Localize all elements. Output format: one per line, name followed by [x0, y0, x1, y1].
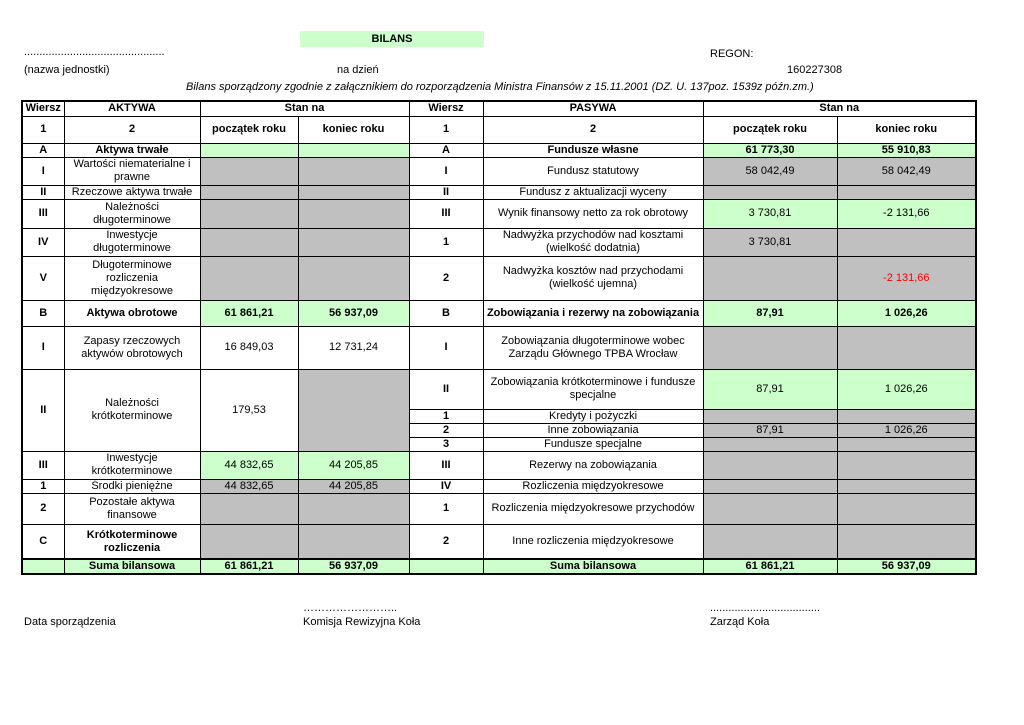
liability-label: Wynik finansowy netto za rok obrotowy — [483, 199, 703, 228]
liability-end-value — [837, 493, 976, 524]
liability-label: Nadwyżka kosztów nad przychodami (wielkość ujemna) — [483, 256, 703, 300]
table-row — [22, 143, 976, 157]
asset-label: Rzeczowe aktywa trwałe — [64, 185, 200, 199]
row-number: 2 — [409, 423, 483, 437]
liability-label: Zobowiązania krótkoterminowe i fundusze specjalne — [483, 369, 703, 409]
header-stan-na-left: Stan na — [200, 101, 409, 116]
liability-label: Rozliczenia międzyokresowe przychodów — [483, 493, 703, 524]
document-title: BILANS — [300, 31, 484, 47]
row-number: V — [22, 256, 64, 300]
liability-start-value: 61 773,30 — [703, 143, 837, 157]
asset-end-value — [298, 185, 409, 199]
row-number — [409, 559, 483, 574]
subheader-col1-left: 1 — [22, 116, 64, 143]
subheader-col1-right: 1 — [409, 116, 483, 143]
row-number: 2 — [409, 256, 483, 300]
liability-end-value — [837, 479, 976, 493]
liability-label: Zobowiązania i rezerwy na zobowiązania — [483, 300, 703, 326]
row-number: IV — [409, 479, 483, 493]
liability-start-value — [703, 437, 837, 451]
asset-start-value — [200, 256, 298, 300]
row-number: B — [22, 300, 64, 326]
balance-sheet-table — [21, 100, 977, 575]
table-row — [22, 199, 976, 228]
liability-start-value: 58 042,49 — [703, 157, 837, 185]
total-row — [22, 559, 976, 574]
liability-end-value: 1 026,26 — [837, 300, 976, 326]
asset-label: Aktywa trwałe — [64, 143, 200, 157]
table-row — [22, 228, 976, 256]
asset-end-value — [298, 143, 409, 157]
subheader-start-right: początek roku — [703, 116, 837, 143]
liability-start-value — [703, 409, 837, 423]
asset-end-value — [298, 524, 409, 559]
liability-label: Fundusz z aktualizacji wyceny — [483, 185, 703, 199]
liability-label: Kredyty i pożyczki — [483, 409, 703, 423]
row-number: II — [409, 185, 483, 199]
liability-start-value — [703, 479, 837, 493]
date-of-preparation-label: Data sporządzenia — [24, 616, 116, 628]
asset-label: Wartości niematerialne i prawne — [64, 157, 200, 185]
liability-end-value — [837, 524, 976, 559]
liability-end-value — [837, 451, 976, 479]
asset-end-value: 12 731,24 — [298, 326, 409, 369]
asset-end-value — [298, 369, 409, 451]
liability-end-value: -2 131,66 — [837, 199, 976, 228]
commission-label: Komisja Rewizyjna Koła — [303, 616, 421, 628]
liability-label: Fundusz statutowy — [483, 157, 703, 185]
subheader-col2-left: 2 — [64, 116, 200, 143]
row-number: I — [22, 157, 64, 185]
asset-end-value: 44 205,85 — [298, 451, 409, 479]
unit-name-dots: .............................................. — [24, 46, 165, 58]
row-number: II — [22, 185, 64, 199]
asset-end-value — [298, 256, 409, 300]
asset-label: Długoterminowe rozliczenia międzyokresowe — [64, 256, 200, 300]
liability-start-value — [703, 256, 837, 300]
table-row — [22, 479, 976, 493]
row-number: 1 — [409, 409, 483, 423]
asset-end-value — [298, 493, 409, 524]
table-row — [22, 493, 976, 524]
liability-start-value — [703, 326, 837, 369]
table-row — [22, 524, 976, 559]
asset-end-value: 56 937,09 — [298, 300, 409, 326]
header-stan-na-right: Stan na — [703, 101, 976, 116]
row-number: I — [22, 326, 64, 369]
table-header-row — [22, 101, 976, 116]
asset-start-value — [200, 493, 298, 524]
asset-end-value — [298, 157, 409, 185]
table-row — [22, 369, 976, 409]
row-number: I — [409, 157, 483, 185]
liability-label: Rezerwy na zobowiązania — [483, 451, 703, 479]
asset-start-value — [200, 157, 298, 185]
board-signature-dots: .................................... — [710, 602, 821, 614]
asset-label: Należności krótkoterminowe — [64, 369, 200, 451]
liability-start-value: 87,91 — [703, 369, 837, 409]
asset-start-value: 179,53 — [200, 369, 298, 451]
row-number: A — [409, 143, 483, 157]
asset-label: Krótkoterminowe rozliczenia — [86, 528, 178, 554]
asset-start-value: 44 832,65 — [200, 479, 298, 493]
asset-end-value — [298, 228, 409, 256]
liability-label: Inne rozliczenia międzyokresowe — [483, 524, 703, 559]
liability-total-start: 61 861,21 — [703, 559, 837, 574]
asset-end-value: 44 205,85 — [298, 479, 409, 493]
liability-end-value: 55 910,83 — [837, 143, 976, 157]
board-label: Zarząd Koła — [710, 616, 770, 628]
asset-start-value — [200, 185, 298, 199]
liability-start-value: 87,91 — [703, 300, 837, 326]
table-subheader-row — [22, 116, 976, 143]
row-number: IV — [22, 228, 64, 256]
liability-end-value: 1 026,26 — [837, 423, 976, 437]
table-row — [22, 157, 976, 185]
commission-signature-dots: …………………….. — [303, 602, 398, 614]
liability-label: Rozliczenia międzyokresowe — [483, 479, 703, 493]
asset-start-value — [200, 524, 298, 559]
asset-total-end: 56 937,09 — [298, 559, 409, 574]
liability-start-value — [703, 185, 837, 199]
row-number: 1 — [409, 228, 483, 256]
liability-end-value — [837, 437, 976, 451]
liability-total-label: Suma bilansowa — [483, 559, 703, 574]
asset-start-value — [200, 228, 298, 256]
header-wiersz-right: Wiersz — [409, 101, 483, 116]
row-number: 2 — [409, 524, 483, 559]
row-number: 1 — [409, 493, 483, 524]
row-number: 1 — [22, 479, 64, 493]
liability-label: Zobowiązania długoterminowe wobec Zarządu Głównego TPBA Wrocław — [483, 326, 703, 369]
liability-end-value: 1 026,26 — [837, 369, 976, 409]
asset-label: Należności długoterminowe — [64, 199, 200, 228]
table-row — [22, 300, 976, 326]
row-number — [22, 559, 64, 574]
header-aktywa: AKTYWA — [64, 101, 200, 116]
table-row — [22, 185, 976, 199]
unit-name-label: (nazwa jednostki) — [24, 64, 110, 76]
row-number: III — [409, 199, 483, 228]
asset-label: Zapasy rzeczowych aktywów obrotowych — [64, 326, 200, 369]
subheader-col2-right: 2 — [483, 116, 703, 143]
row-number: III — [22, 199, 64, 228]
row-number: C — [22, 524, 64, 559]
table-row — [22, 451, 976, 479]
liability-start-value — [703, 524, 837, 559]
row-number: 2 — [22, 493, 64, 524]
liability-end-value — [837, 228, 976, 256]
asset-label: Pozostałe aktywa finansowe — [64, 493, 200, 524]
asset-label: Aktywa obrotowe — [64, 300, 200, 326]
liability-label: Inne zobowiązania — [483, 423, 703, 437]
regon-label: REGON: — [710, 48, 754, 60]
date-label: na dzień — [337, 64, 379, 76]
table-row — [22, 326, 976, 369]
row-number: III — [409, 451, 483, 479]
asset-label-cell — [64, 524, 200, 559]
asset-total-start: 61 861,21 — [200, 559, 298, 574]
liability-start-value: 3 730,81 — [703, 228, 837, 256]
asset-start-value — [200, 199, 298, 228]
asset-end-value — [298, 199, 409, 228]
row-number: 3 — [409, 437, 483, 451]
liability-start-value: 87,91 — [703, 423, 837, 437]
asset-start-value: 16 849,03 — [200, 326, 298, 369]
table-row — [22, 256, 976, 300]
liability-label: Nadwyżka przychodów nad kosztami (wielkość dodatnia) — [483, 228, 703, 256]
header-wiersz-left: Wiersz — [22, 101, 64, 116]
liability-end-value — [837, 409, 976, 423]
row-number: II — [409, 369, 483, 409]
liability-start-value: 3 730,81 — [703, 199, 837, 228]
liability-label: Fundusze własne — [483, 143, 703, 157]
asset-label: Inwestycje długoterminowe — [64, 228, 200, 256]
liability-start-value — [703, 493, 837, 524]
asset-label: Inwestycje krótkoterminowe — [64, 451, 200, 479]
header-pasywa: PASYWA — [483, 101, 703, 116]
row-number: II — [22, 369, 64, 451]
asset-total-label: Suma bilansowa — [64, 559, 200, 574]
subheader-end-left: koniec roku — [298, 116, 409, 143]
liability-end-value — [837, 326, 976, 369]
asset-start-value: 44 832,65 — [200, 451, 298, 479]
row-number: I — [409, 326, 483, 369]
liability-start-value — [703, 451, 837, 479]
regon-value: 160227308 — [787, 64, 843, 76]
liability-label: Fundusze specjalne — [483, 437, 703, 451]
liability-total-end: 56 937,09 — [837, 559, 976, 574]
subheader-end-right: koniec roku — [837, 116, 976, 143]
liability-end-value: 58 042,49 — [837, 157, 976, 185]
liability-end-value: -2 131,66 — [837, 256, 976, 300]
liability-end-value — [837, 185, 976, 199]
row-number: III — [22, 451, 64, 479]
asset-start-value: 61 861,21 — [200, 300, 298, 326]
subheader-start-left: początek roku — [200, 116, 298, 143]
asset-label: Środki pieniężne — [64, 479, 200, 493]
asset-start-value — [200, 143, 298, 157]
row-number: B — [409, 300, 483, 326]
row-number: A — [22, 143, 64, 157]
subtitle: Bilans sporządzony zgodnie z załącznikiem do rozporządzenia Ministra Finansów z 15.11.2001 (DZ. U. 137poz. 1539z późn.zm.) — [186, 81, 814, 93]
